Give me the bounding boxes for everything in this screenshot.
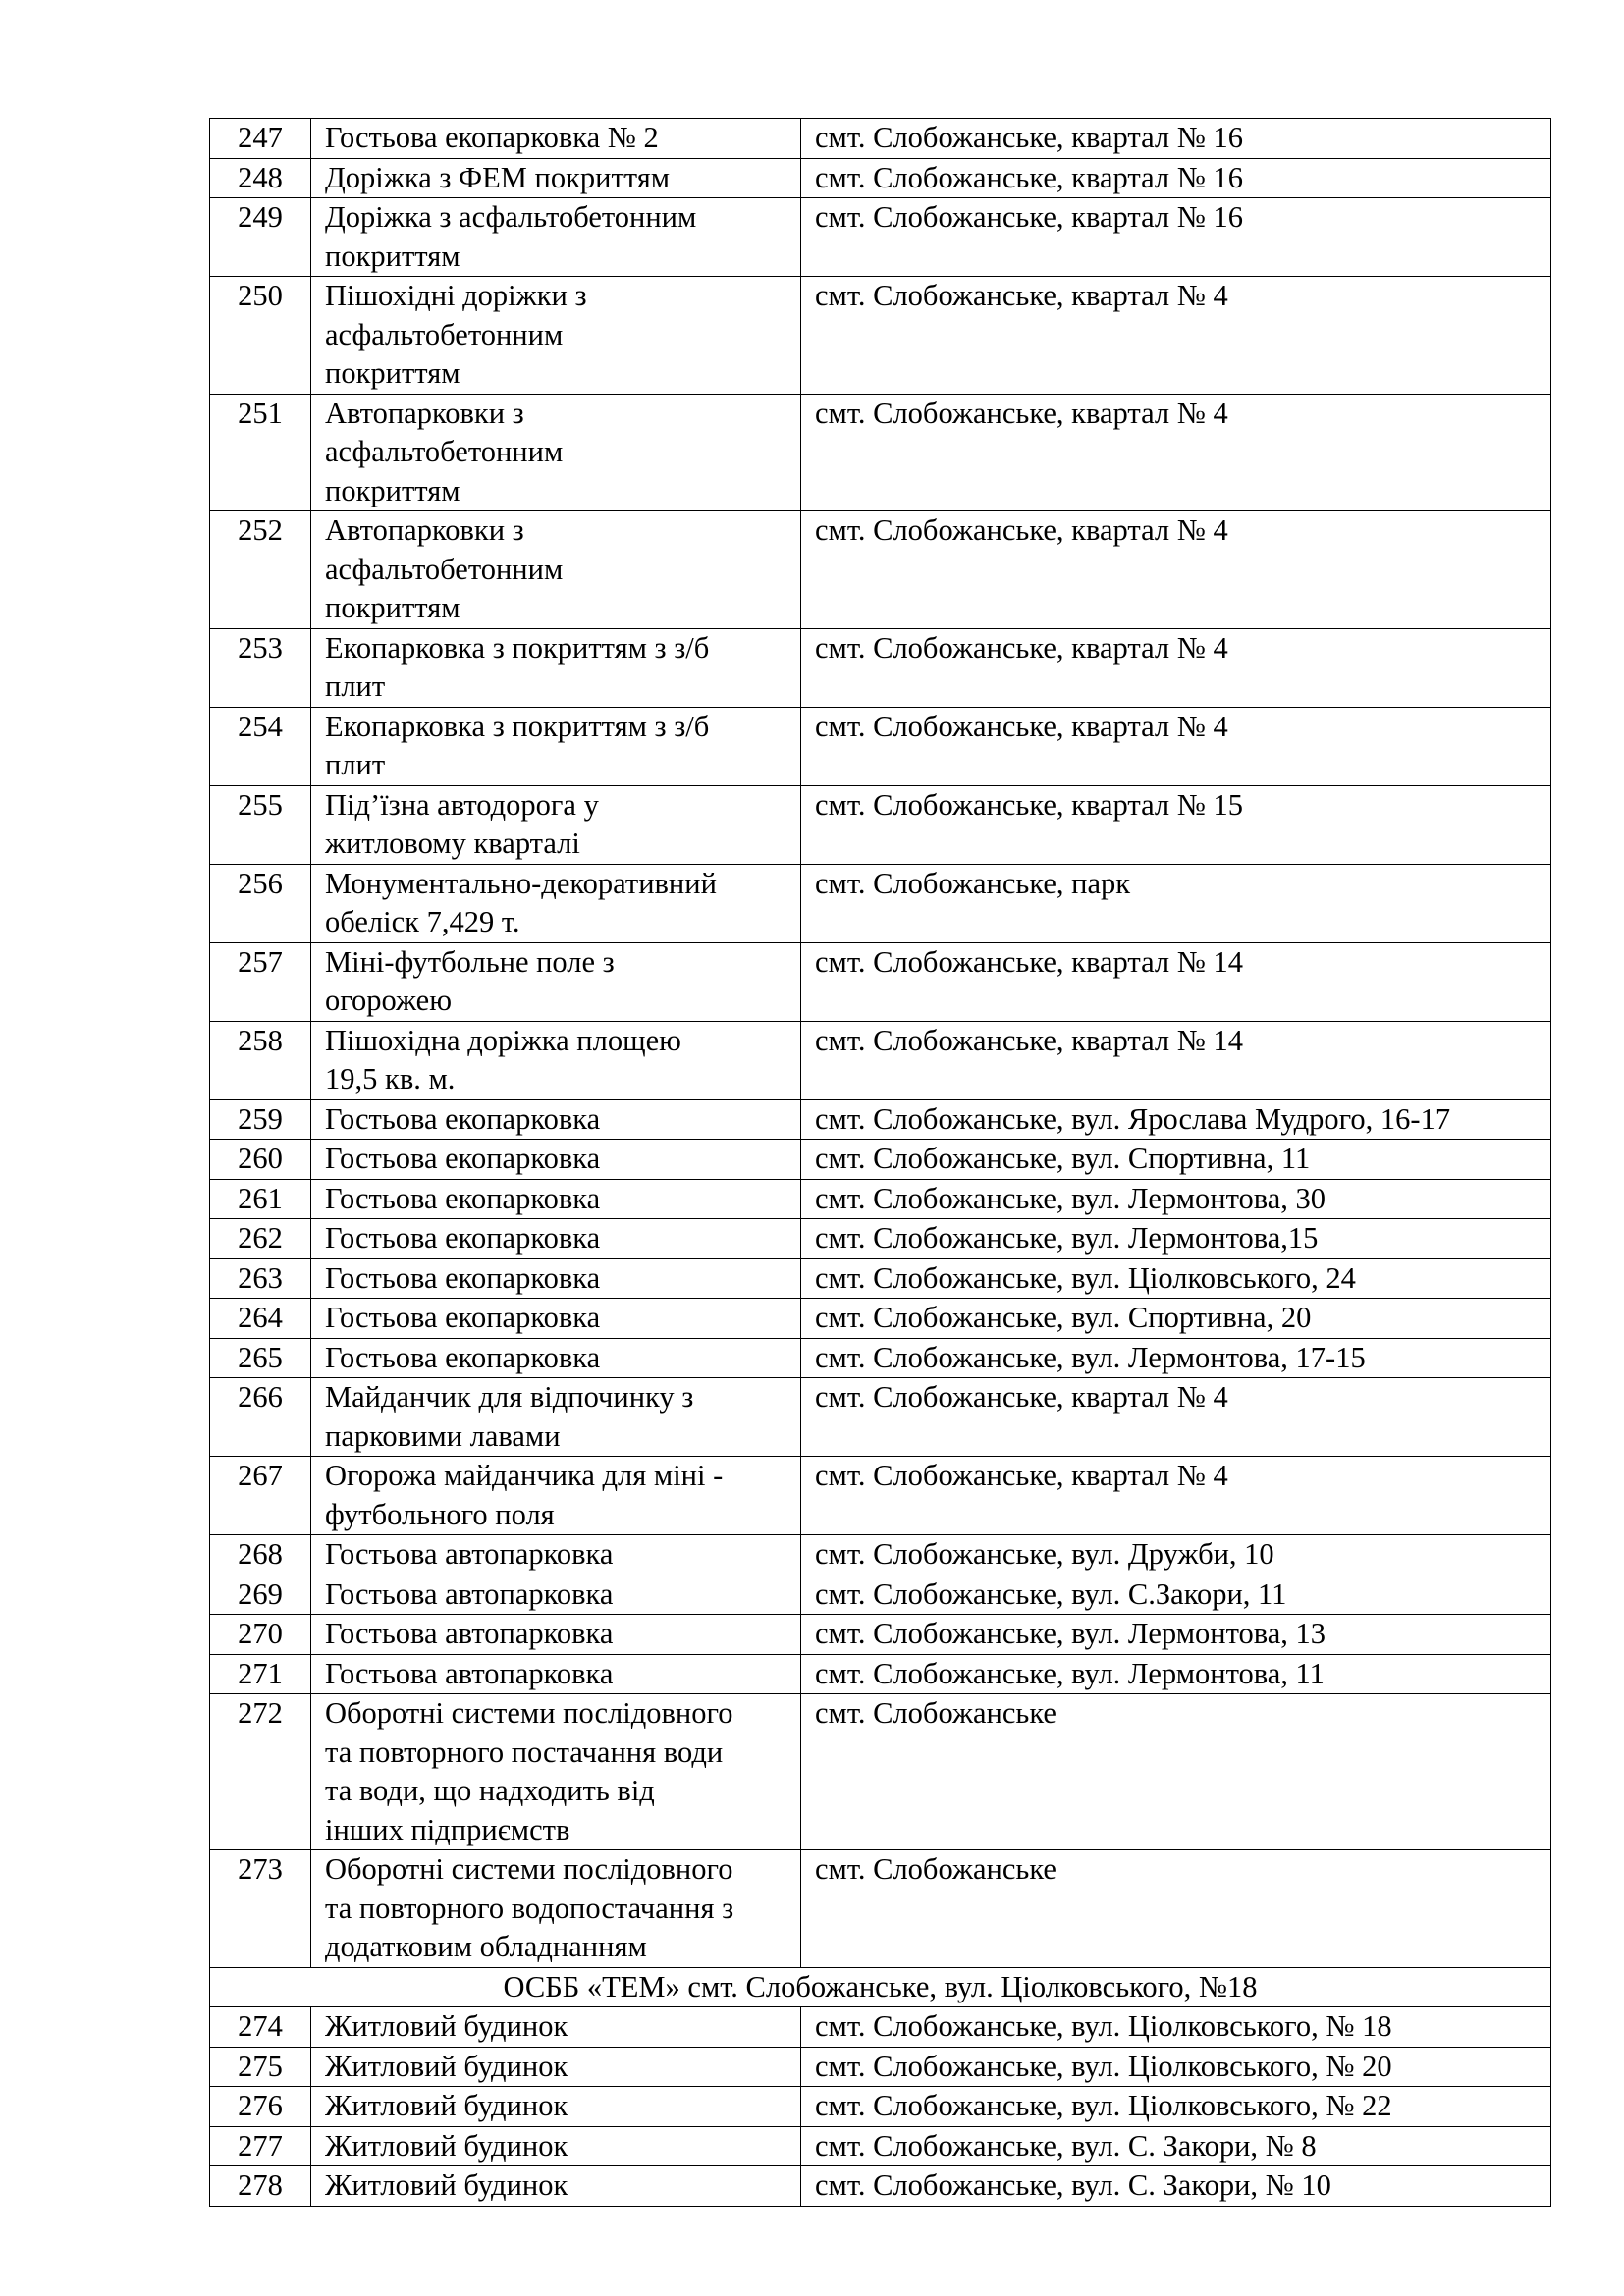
object-name-cell: Екопарковка з покриттям з з/б плит (311, 628, 801, 707)
table-body (210, 119, 1551, 2207)
property-table (209, 118, 1551, 2207)
table-row (210, 1457, 1551, 1535)
table-row (210, 2007, 1551, 2048)
table-row (210, 942, 1551, 1021)
address-cell: смт. Слобожанське, вул. Ціолковського, № 20 (801, 2047, 1551, 2087)
row-number-cell: 259 (210, 1099, 311, 1140)
address-cell: смт. Слобожанське, квартал № 4 (801, 707, 1551, 785)
row-number-cell: 272 (210, 1694, 311, 1850)
address-cell: смт. Слобожанське, вул. Лермонтова, 17-15 (801, 1338, 1551, 1378)
address-cell: смт. Слобожанське, вул. Лермонтова, 30 (801, 1179, 1551, 1219)
object-name-cell: Гостьова екопарковка (311, 1258, 801, 1299)
address-cell: смт. Слобожанське, вул. Дружби, 10 (801, 1535, 1551, 1575)
table-row (210, 1694, 1551, 1850)
table-row (210, 277, 1551, 395)
row-number-cell: 271 (210, 1654, 311, 1694)
address-cell: смт. Слобожанське, квартал № 4 (801, 628, 1551, 707)
row-number-cell: 251 (210, 394, 311, 511)
object-name-cell: Екопарковка з покриттям з з/б плит (311, 707, 801, 785)
address-cell: смт. Слобожанське, квартал № 16 (801, 198, 1551, 277)
object-name-cell: Монументально-декоративний обеліск 7,429 т. (311, 864, 801, 942)
row-number-cell: 250 (210, 277, 311, 395)
object-name-cell: Автопарковки з асфальтобетонним покриттям (311, 394, 801, 511)
address-cell: смт. Слобожанське, квартал № 14 (801, 942, 1551, 1021)
address-cell: смт. Слобожанське, вул. С.Закори, 11 (801, 1575, 1551, 1615)
address-cell: смт. Слобожанське, парк (801, 864, 1551, 942)
table-row (210, 1219, 1551, 1259)
row-number-cell: 260 (210, 1140, 311, 1180)
object-name-cell: Гостьова екопарковка (311, 1140, 801, 1180)
table-row (210, 1179, 1551, 1219)
object-name-cell: Гостьова екопарковка (311, 1219, 801, 1259)
table-row (210, 1575, 1551, 1615)
object-name-cell: Житловий будинок (311, 2166, 801, 2207)
row-number-cell: 277 (210, 2126, 311, 2166)
table-row (210, 1535, 1551, 1575)
row-number-cell: 274 (210, 2007, 311, 2048)
address-cell: смт. Слобожанське, квартал № 4 (801, 394, 1551, 511)
object-name-cell: Гостьова екопарковка (311, 1299, 801, 1339)
object-name-cell: Оборотні системи послідовного та повторного водопостачання з додатковим обладнанням (311, 1850, 801, 1968)
object-name-cell: Житловий будинок (311, 2007, 801, 2048)
row-number-cell: 268 (210, 1535, 311, 1575)
address-cell: смт. Слобожанське, квартал № 4 (801, 511, 1551, 629)
table-row (210, 119, 1551, 159)
table-row (210, 1258, 1551, 1299)
object-name-cell: Гостьова екопарковка (311, 1179, 801, 1219)
table-row (210, 1299, 1551, 1339)
table-row (210, 1654, 1551, 1694)
table-row (210, 1338, 1551, 1378)
row-number-cell: 276 (210, 2087, 311, 2127)
object-name-cell: Огорожа майданчика для міні - футбольного поля (311, 1457, 801, 1535)
row-number-cell: 247 (210, 119, 311, 159)
address-cell: смт. Слобожанське, вул. Ярослава Мудрого, 16-17 (801, 1099, 1551, 1140)
table-row (210, 394, 1551, 511)
address-cell: смт. Слобожанське, вул. Ціолковського, № 18 (801, 2007, 1551, 2048)
address-cell: смт. Слобожанське, вул. Спортивна, 20 (801, 1299, 1551, 1339)
object-name-cell: Пішохідна доріжка площею 19,5 кв. м. (311, 1021, 801, 1099)
section-heading: ОСББ «ТЕМ» смт. Слобожанське, вул. Ціолковського, №18 (210, 1967, 1551, 2007)
address-cell: смт. Слобожанське, квартал № 16 (801, 158, 1551, 198)
address-cell: смт. Слобожанське, вул. С. Закори, № 10 (801, 2166, 1551, 2207)
object-name-cell: Гостьова автопарковка (311, 1654, 801, 1694)
object-name-cell: Автопарковки з асфальтобетонним покриттям (311, 511, 801, 629)
row-number-cell: 254 (210, 707, 311, 785)
row-number-cell: 252 (210, 511, 311, 629)
address-cell: смт. Слобожанське, квартал № 15 (801, 785, 1551, 864)
table-row (210, 511, 1551, 629)
table-row (210, 2126, 1551, 2166)
address-cell: смт. Слобожанське (801, 1850, 1551, 1968)
object-name-cell: Гостьова автопарковка (311, 1575, 801, 1615)
row-number-cell: 266 (210, 1378, 311, 1457)
row-number-cell: 275 (210, 2047, 311, 2087)
row-number-cell: 270 (210, 1615, 311, 1655)
table-row (210, 1615, 1551, 1655)
row-number-cell: 257 (210, 942, 311, 1021)
address-cell: смт. Слобожанське, квартал № 4 (801, 277, 1551, 395)
row-number-cell: 248 (210, 158, 311, 198)
row-number-cell: 267 (210, 1457, 311, 1535)
table-row (210, 785, 1551, 864)
object-name-cell: Гостьова екопарковка № 2 (311, 119, 801, 159)
table-row (210, 864, 1551, 942)
address-cell: смт. Слобожанське, вул. Лермонтова, 13 (801, 1615, 1551, 1655)
address-cell: смт. Слобожанське, квартал № 4 (801, 1457, 1551, 1535)
table-row (210, 158, 1551, 198)
row-number-cell: 261 (210, 1179, 311, 1219)
table-row (210, 1378, 1551, 1457)
row-number-cell: 265 (210, 1338, 311, 1378)
object-name-cell: Житловий будинок (311, 2047, 801, 2087)
row-number-cell: 255 (210, 785, 311, 864)
table-row (210, 2166, 1551, 2207)
address-cell: смт. Слобожанське, вул. С. Закори, № 8 (801, 2126, 1551, 2166)
object-name-cell: Майданчик для відпочинку з парковими лавами (311, 1378, 801, 1457)
row-number-cell: 263 (210, 1258, 311, 1299)
object-name-cell: Доріжка з асфальтобетонним покриттям (311, 198, 801, 277)
object-name-cell: Житловий будинок (311, 2126, 801, 2166)
address-cell: смт. Слобожанське, вул. Ціолковського, № 22 (801, 2087, 1551, 2127)
table-row (210, 1140, 1551, 1180)
address-cell: смт. Слобожанське, квартал № 16 (801, 119, 1551, 159)
row-number-cell: 256 (210, 864, 311, 942)
object-name-cell: Доріжка з ФЕМ покриттям (311, 158, 801, 198)
address-cell: смт. Слобожанське, вул. Ціолковського, 24 (801, 1258, 1551, 1299)
table-row (210, 198, 1551, 277)
row-number-cell: 262 (210, 1219, 311, 1259)
row-number-cell: 258 (210, 1021, 311, 1099)
row-number-cell: 264 (210, 1299, 311, 1339)
table-row (210, 2047, 1551, 2087)
address-cell: смт. Слобожанське, вул. Лермонтова, 11 (801, 1654, 1551, 1694)
table-row (210, 1021, 1551, 1099)
object-name-cell: Гостьова автопарковка (311, 1535, 801, 1575)
object-name-cell: Оборотні системи послідовного та повторного постачання води та води, що надходить від інших підприємств (311, 1694, 801, 1850)
table-row (210, 628, 1551, 707)
object-name-cell: Пішохідні доріжки з асфальтобетонним покриттям (311, 277, 801, 395)
object-name-cell: Житловий будинок (311, 2087, 801, 2127)
address-cell: смт. Слобожанське, вул. Лермонтова,15 (801, 1219, 1551, 1259)
table-row (210, 707, 1551, 785)
row-number-cell: 273 (210, 1850, 311, 1968)
object-name-cell: Під’їзна автодорога у житловому кварталі (311, 785, 801, 864)
object-name-cell: Міні-футбольне поле з огорожею (311, 942, 801, 1021)
row-number-cell: 278 (210, 2166, 311, 2207)
row-number-cell: 249 (210, 198, 311, 277)
address-cell: смт. Слобожанське, квартал № 14 (801, 1021, 1551, 1099)
address-cell: смт. Слобожанське, вул. Спортивна, 11 (801, 1140, 1551, 1180)
object-name-cell: Гостьова автопарковка (311, 1615, 801, 1655)
object-name-cell: Гостьова екопарковка (311, 1099, 801, 1140)
address-cell: смт. Слобожанське, квартал № 4 (801, 1378, 1551, 1457)
table-row (210, 1850, 1551, 1968)
row-number-cell: 269 (210, 1575, 311, 1615)
table-row (210, 2087, 1551, 2127)
section-heading-row (210, 1967, 1551, 2007)
row-number-cell: 253 (210, 628, 311, 707)
table-row (210, 1099, 1551, 1140)
object-name-cell: Гостьова екопарковка (311, 1338, 801, 1378)
address-cell: смт. Слобожанське (801, 1694, 1551, 1850)
